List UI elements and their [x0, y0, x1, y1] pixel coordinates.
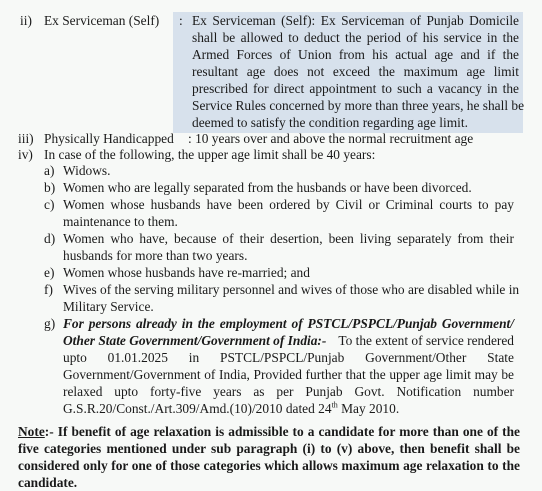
item-ii-number: ii)	[20, 13, 32, 28]
sub-item-text: Widows.	[63, 163, 111, 178]
note-first-line	[18, 424, 520, 440]
sub-item-g-word: State	[487, 350, 514, 365]
item-iii-label: Physically Handicapped	[44, 131, 174, 146]
sub-item-g-word: PSTCL/PSPCL/Punjab	[220, 350, 345, 365]
sub-item-number: g)	[44, 316, 56, 331]
item-ii-line: prescribed for direct appointment to such a vacancy in the	[192, 81, 519, 96]
sub-item-g-heading-cont: Other State Government/Government of India:-	[63, 333, 327, 348]
ordinal-suffix: th	[331, 400, 338, 410]
sub-item-number: e)	[44, 265, 55, 280]
sub-item-g-text: To the extent of service rendered	[338, 333, 514, 348]
item-ii-line: deemed to satisfy the condition regarding age limit.	[192, 115, 468, 130]
sub-item-text: Women who are legally separated from the husbands or have been divorced.	[63, 180, 472, 195]
note-text: considered only for one of those categories which allows maximum age relaxation to the	[18, 458, 520, 473]
sub-item-text: Women who have, because of their desertion, been living separately from their	[63, 231, 514, 246]
sub-item-g-notification-date: May 2010.	[337, 401, 400, 416]
note-label: Note	[18, 424, 45, 439]
sub-item-text: Wives of the serving military personnel and wives of those who are disabled while in	[63, 282, 520, 297]
note-text: candidate.	[18, 475, 78, 490]
sub-item-number: d)	[44, 231, 56, 246]
item-ii-line: resultant age does not exceed the maximum age limit	[192, 64, 519, 79]
item-ii-line: Ex Serviceman (Self): Ex Serviceman of Punjab Domicile	[192, 13, 519, 28]
sub-item-g-text: Government/Government of India, Provided further that the upper age limit may be	[63, 367, 514, 382]
sub-item-g-date: 01.01.2025	[107, 350, 168, 365]
sub-item-g-notification-text: G.S.R.20/Const./Art.309/Amd.(10)/2010 dated 24	[63, 401, 332, 416]
item-iii-text: : 10 years over and above the normal recruitment age	[188, 131, 474, 146]
sub-item-number: f)	[44, 282, 53, 297]
item-iv-text: In case of the following, the upper age limit shall be 40 years:	[44, 147, 376, 162]
sub-item-g-line2	[63, 333, 514, 349]
item-ii-colon: :	[179, 13, 183, 28]
sub-item-g-text: relaxed upto forty-five years as per Punjab Govt. Notification number	[63, 384, 514, 399]
item-ii-line: shall be allowed to deduct the period of his service in the	[192, 30, 519, 45]
sub-item-g-word: upto	[63, 350, 87, 365]
sub-item-text: Women whose husbands have re-married; and	[63, 265, 310, 280]
sub-item-g-heading: For persons already in the employment of PSTCL/PSPCL/Punjab Government/	[63, 316, 514, 331]
sub-item-text: Women whose husbands have been ordered by Civil or Criminal courts to pay	[63, 197, 514, 212]
item-ii-line: Service Rules concerned by more than three years, he shall be	[192, 98, 525, 113]
sub-item-g-word: in	[188, 350, 200, 365]
sub-item-number: c)	[44, 197, 55, 212]
sub-item-g-word: Government/Other	[365, 350, 467, 365]
sub-item-text: husbands for more than two years.	[63, 248, 248, 263]
sub-item-text: Military Service.	[63, 299, 154, 314]
note-text: :- If benefit of age relaxation is admissible to a candidate for more than one of the	[44, 424, 520, 439]
sub-item-g-line3	[63, 350, 514, 366]
item-iv-number: iv)	[18, 147, 33, 162]
sub-item-g-notification	[63, 401, 399, 417]
note-text: five categories mentioned under sub paragraph (i) to (v) above, then benefit shall be	[18, 441, 520, 456]
sub-item-text: maintenance to them.	[63, 214, 178, 229]
item-iii-number: iii)	[18, 131, 34, 146]
item-ii-line: Armed Forces of Union from his actual age and if the	[192, 47, 519, 62]
item-ii-label: Ex Serviceman (Self)	[44, 13, 160, 28]
sub-item-number: b)	[44, 180, 56, 195]
sub-item-number: a)	[44, 163, 55, 178]
